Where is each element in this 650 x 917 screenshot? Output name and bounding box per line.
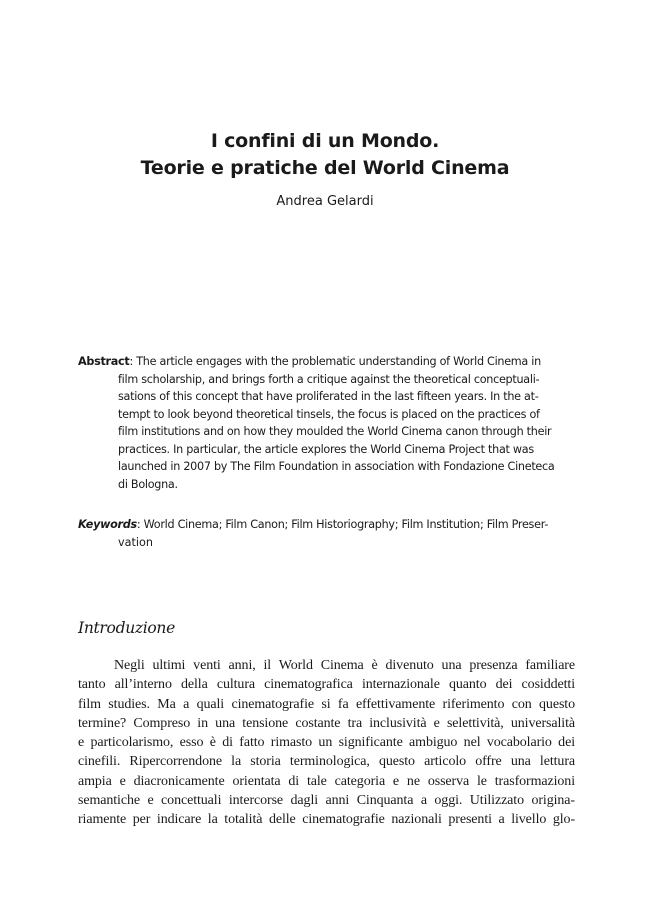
- body-line: Negli ultimi venti anni, il World Cinema è divenuto una presenza familiare: [114, 658, 575, 673]
- body-line: film studies. Ma a quali cinematografie si fa effettivamente riferimento con questo: [78, 696, 575, 712]
- body-line: semantiche e concettuali intercorse dagli anni Cinquanta a oggi. Utilizzato origina-: [78, 793, 575, 809]
- abstract-line: di Bologna.: [118, 477, 178, 491]
- abstract-text: : The article engages with the problematic understanding of World Cinema in: [129, 355, 541, 368]
- body-line: tanto all’interno della cultura cinematografica internazionale quanto dei cosiddetti: [78, 677, 575, 693]
- body-line: e particolarismo, esso è di fatto rimasto un significante ambiguo nel vocabolario dei: [78, 735, 575, 751]
- abstract-line: film institutions and on how they moulded the World Cinema canon through their: [118, 425, 552, 438]
- abstract: [78, 353, 575, 493]
- abstract-label: Abstract: [78, 355, 130, 368]
- keywords-text: : World Cinema; Film Canon; Film Historiography; Film Institution; Film Preser-: [136, 518, 549, 531]
- keywords-label: Keywords: [78, 518, 137, 531]
- title-block: [0, 128, 650, 211]
- article-title-line-2: Teorie e pratiche del World Cinema: [140, 157, 510, 179]
- abstract-line: launched in 2007 by The Film Foundation in association with Fondazione Cineteca: [118, 460, 555, 473]
- abstract-line: film scholarship, and brings forth a critique against the theoretical conceptuali-: [118, 372, 540, 386]
- keywords: [78, 516, 575, 551]
- abstract-line: sations of this concept that have proliferated in the last fifteen years. In the at-: [118, 390, 539, 403]
- body-line: cinefili. Ripercorrendone la storia terminologica, questo articolo offre una lettura: [78, 754, 575, 770]
- body-line: riamente per indicare la totalità delle cinematografie nazionali presenti a livello glo-: [78, 812, 575, 828]
- body-line: termine? Compreso in una tensione costante tra inclusività e selettività, universalità: [78, 715, 575, 731]
- keywords-line: [78, 516, 575, 534]
- abstract-line: practices. In particular, the article explores the World Cinema Project that was: [118, 442, 534, 456]
- body-paragraph: [78, 656, 575, 830]
- abstract-line: [78, 353, 575, 371]
- keywords-line: vation: [118, 535, 153, 549]
- author-name: Andrea Gelardi: [276, 194, 374, 209]
- body-line: ampia e diacronicamente orientata di tale categoria e ne osserva le trasformazioni: [78, 773, 575, 789]
- section-heading: Introduzione: [78, 619, 175, 637]
- article-title-line-1: I confini di un Mondo.: [210, 130, 440, 152]
- abstract-line: tempt to look beyond theoretical tinsels, the focus is placed on the practices of: [118, 407, 540, 421]
